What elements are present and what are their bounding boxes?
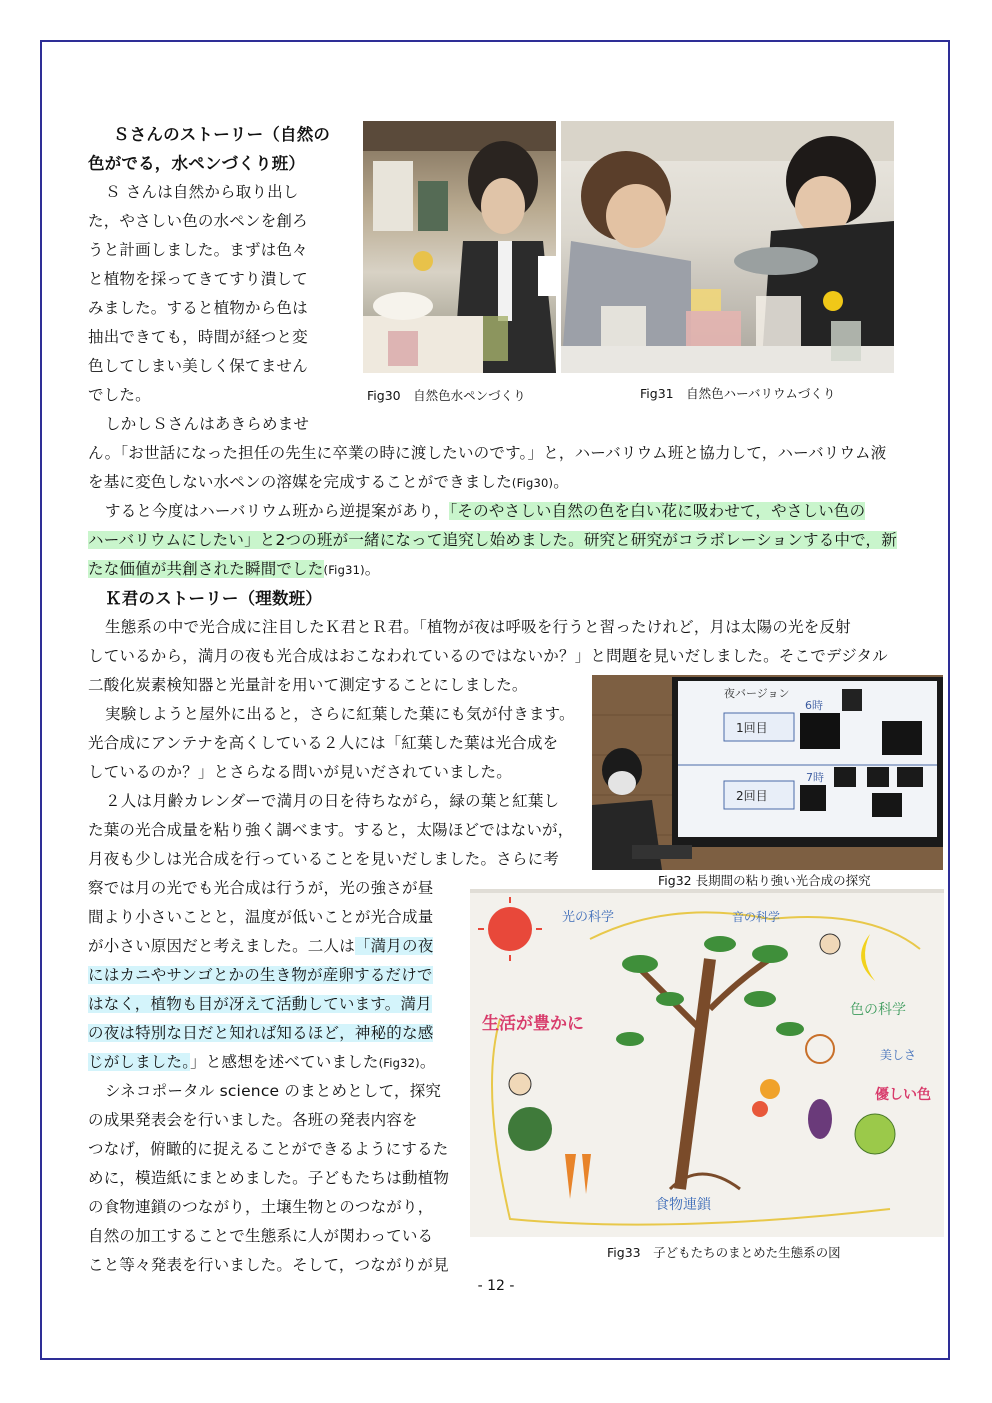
summary-line: つなげ，俯瞰的に捉えることができるようにするた xyxy=(88,1140,449,1158)
screen-title: 夜バージョン xyxy=(724,687,790,700)
k-story-line: が小さい原因だと考えました。二人は「満月の夜 xyxy=(88,937,434,955)
s-story-line: うと計画しました。まずは色々 xyxy=(88,241,308,259)
k-story-line: しているから，満月の夜も光合成はおこなわれているのではないか？」と問題を見いだしました。そこでデジタル xyxy=(88,647,888,665)
s-story-line: 色してしまい美しく保てません xyxy=(88,357,308,375)
fig32-caption: Fig32 長期間の粘り強い光合成の探究 xyxy=(658,873,871,888)
fig33-caption: Fig33 子どもたちのまとめた生態系の図 xyxy=(607,1245,841,1260)
k-story-line: 月夜も少しは光合成を行っていることを見いだしました。さらに考 xyxy=(88,850,560,868)
s-story-full-line2: を基に変色しない水ペンの溶媒を完成することができました(Fig30)。 xyxy=(88,473,569,491)
poster-text: 音の科学 xyxy=(732,910,781,924)
s-story-full-line5: たな価値が共創された瞬間でした(Fig31)。 xyxy=(88,560,381,578)
fig31-caption: Fig31 自然色ハーバリウムづくり xyxy=(640,386,836,401)
poster-text: 光の科学 xyxy=(562,910,615,925)
k-story-line: 実験しようと屋外に出ると，さらに紅葉した葉にも気が付きます。 xyxy=(105,705,575,723)
summary-line: めに，模造紙にまとめました。子どもたちは動植物 xyxy=(88,1169,450,1187)
fig31-photo xyxy=(561,121,894,373)
s-story-full-line3: すると今度はハーバリウム班から逆提案があり，「そのやさしい自然の色を白い花に吸わせて，やさしい色の xyxy=(105,502,866,520)
page-number: - 12 - xyxy=(477,1278,515,1294)
k-story-line: にはカニやサンゴとかの生き物が産卵するだけで xyxy=(88,966,433,984)
poster-text: 食物連鎖 xyxy=(655,1197,711,1213)
summary-line: こと等々発表を行いました。そして，つながりが見 xyxy=(88,1256,449,1274)
s-story-full-line4: ハーバリウムにしたい」と2つの班が一緒になって追究し始めました。研究と研究がコラボレーションする中で，新 xyxy=(88,531,897,549)
k-story-line: ２人は月齢カレンダーで満月の日を待ちながら，緑の葉と紅葉し xyxy=(105,792,560,810)
k-story-line: 二酸化炭素検知器と光量計を用いて測定することにしました。 xyxy=(88,676,528,694)
summary-line: シネコポータル science のまとめとして，探究 xyxy=(105,1082,442,1100)
summary-line: の成果発表会を行いました。各班の発表内容を xyxy=(88,1111,418,1129)
k-story-line: しているのか？」とさらなる問いが見いだされていました。 xyxy=(88,763,512,781)
fig30-photo xyxy=(363,121,556,373)
s-story-heading-line2: 色がでる，水ペンづくり班） xyxy=(88,154,306,173)
poster-text: 優しい色 xyxy=(875,1087,931,1103)
s-story-line: 抽出できても，時間が経つと変 xyxy=(88,328,308,346)
summary-line: 自然の加工することで生態系に人が関わっている xyxy=(88,1227,434,1245)
s-story-line: と植物を採ってきてすり潰して xyxy=(88,270,308,288)
s-story-full-line1: ん。「お世話になった担任の先生に卒業の時に渡したいのです。」と，ハーバリウム班と協力して，ハーバリウム液 xyxy=(88,444,887,462)
s-story-line: た，やさしい色の水ペンを創ろ xyxy=(88,212,308,230)
fig33-photo xyxy=(470,889,944,1237)
fig30-caption: Fig30 自然色水ペンづくり xyxy=(367,388,526,403)
k-story-line: の夜は特別な日だと知れば知るほど，神秘的な感 xyxy=(88,1024,434,1042)
k-story-line: 光合成にアンテナを高くしている２人には「紅葉した葉は光合成を xyxy=(88,734,559,752)
poster-text: 美しさ xyxy=(880,1048,917,1062)
s-story-line: しかしＳさんはあきらめませ xyxy=(105,415,310,433)
k-story-line: た葉の光合成量を粘り強く調べます。すると，太陽ほどではないが， xyxy=(88,821,574,839)
s-story-heading-line1: Ｓさんのストーリー（自然の xyxy=(113,125,331,144)
s-story-line: でした。 xyxy=(88,386,151,404)
screen-round1: 1回目 xyxy=(736,721,768,735)
screen-round2: 2回目 xyxy=(736,789,768,803)
k-story-line: 生態系の中で光合成に注目したＫ君とＲ君。「植物が夜は呼吸を行うと習ったけれど，月は太陽の光を反射 xyxy=(105,618,851,636)
highlighted-quote: 「そのやさしい自然の色を白い花に吸わせて，やさしい色の xyxy=(449,502,866,520)
fig32-photo xyxy=(592,675,943,870)
screen-time2: 7時 xyxy=(806,771,824,784)
k-story-heading: Ｋ君のストーリー（理数班） xyxy=(105,589,323,608)
k-story-line: 察では月の光でも光合成は行うが，光の強さが昼 xyxy=(88,879,434,897)
summary-line: の食物連鎖のつながり，土壌生物とのつながり， xyxy=(88,1198,434,1216)
poster-text: 生活が豊かに xyxy=(482,1014,584,1034)
s-story-line: みました。すると植物から色は xyxy=(88,299,308,317)
k-story-line: はなく，植物も目が冴えて活動しています。満月 xyxy=(88,995,432,1013)
k-story-line: じがしました。」と感想を述べていました(Fig32)。 xyxy=(88,1053,436,1071)
screen-time1: 6時 xyxy=(805,699,823,712)
k-story-line: 間より小さいことと，温度が低いことが光合成量 xyxy=(88,908,434,926)
s-story-line: Ｓ さんは自然から取り出し xyxy=(105,183,299,201)
poster-text: 色の科学 xyxy=(850,1002,906,1018)
